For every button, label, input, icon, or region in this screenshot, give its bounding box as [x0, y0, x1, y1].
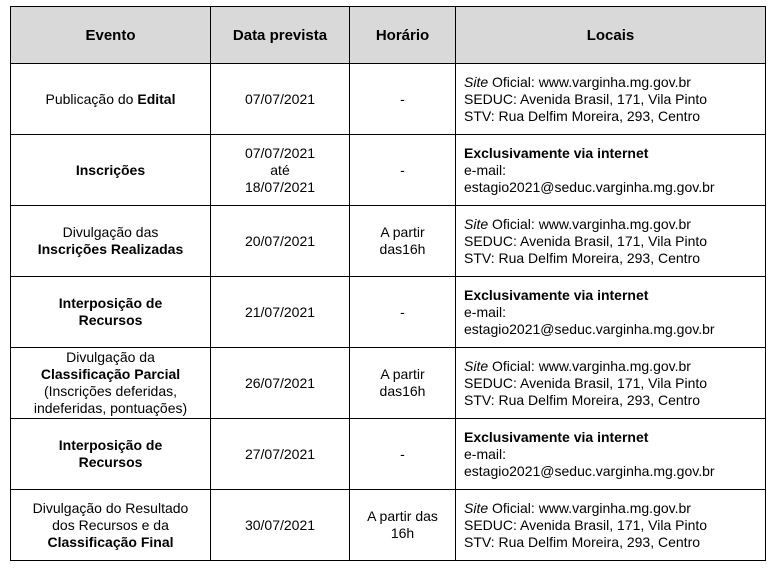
evento-text: Divulgação da	[66, 349, 155, 365]
cell-data-prevista	[211, 135, 350, 206]
site-label: Site	[464, 215, 489, 232]
evento-line	[19, 312, 202, 329]
cell-evento	[11, 277, 211, 348]
cell-horario	[350, 277, 456, 348]
email-address: estagio2021@seduc.varginha.mg.gov.br	[464, 462, 715, 479]
cell-data-prevista	[211, 490, 350, 561]
cell-data-prevista	[211, 348, 350, 419]
evento-line	[19, 383, 202, 400]
evento-text: indeferidas, pontuações)	[33, 400, 188, 416]
table-row	[11, 419, 766, 490]
locais-line: STV: Rua Delfim Moreira, 293, Centro	[464, 249, 701, 266]
table-row	[11, 206, 766, 277]
email-address: estagio2021@seduc.varginha.mg.gov.br	[464, 320, 715, 337]
evento-line	[19, 366, 202, 383]
horario-text: -	[400, 445, 405, 462]
cell-data-prevista	[211, 277, 350, 348]
site-label: Site	[464, 357, 489, 374]
date-text: 26/07/2021	[244, 374, 316, 391]
evento-line	[19, 500, 202, 517]
evento-text: Divulgação das	[62, 224, 159, 240]
evento-line	[19, 400, 202, 417]
cell-horario	[350, 64, 456, 135]
evento-text: dos Recursos e da	[52, 516, 169, 533]
horario-text: A partir das	[367, 508, 438, 524]
locais-line	[464, 216, 757, 233]
header-data-prevista: Data prevista	[211, 7, 350, 64]
email-address: estagio2021@seduc.varginha.mg.gov.br	[464, 178, 715, 195]
cell-data-prevista	[211, 419, 350, 490]
evento-line	[19, 91, 202, 108]
cell-evento	[11, 348, 211, 419]
cell-evento	[11, 206, 211, 277]
cell-evento	[11, 490, 211, 561]
date-text: 07/07/2021	[244, 90, 316, 107]
site-url-text: Oficial: www.varginha.mg.gov.br	[488, 73, 691, 90]
header-locais: Locais	[456, 7, 766, 64]
evento-text: Publicação do	[45, 90, 138, 107]
locais-line: SEDUC: Avenida Brasil, 171, Vila Pinto	[464, 232, 708, 249]
table-row	[11, 348, 766, 419]
locais-line: STV: Rua Delfim Moreira, 293, Centro	[464, 533, 701, 550]
cell-locais	[456, 348, 766, 419]
date-text: 21/07/2021	[244, 303, 316, 320]
evento-text: Edital	[137, 90, 176, 107]
cell-locais	[456, 206, 766, 277]
locais-line	[464, 500, 757, 517]
email-label: e-mail:	[464, 303, 507, 320]
evento-line	[19, 162, 202, 179]
evento-line	[19, 517, 202, 534]
internet-only-label: Exclusivamente via internet	[464, 144, 649, 161]
site-label: Site	[464, 73, 489, 90]
evento-text: Inscrições Realizadas	[37, 241, 184, 257]
evento-text: Interposição de	[58, 437, 163, 453]
cell-evento	[11, 419, 211, 490]
cell-locais	[456, 419, 766, 490]
internet-only-label: Exclusivamente via internet	[464, 428, 649, 445]
header-horario: Horário	[350, 7, 456, 64]
evento-line	[19, 349, 202, 366]
table-row	[11, 64, 766, 135]
site-url-text: Oficial: www.varginha.mg.gov.br	[488, 499, 691, 516]
header-row	[11, 7, 766, 64]
date-text: 20/07/2021	[244, 232, 316, 249]
date-text: até	[270, 161, 290, 178]
evento-line	[19, 224, 202, 241]
evento-text: Classificação Parcial	[40, 366, 181, 382]
evento-line	[19, 437, 202, 454]
horario-text: A partir	[380, 366, 425, 382]
evento-text: Divulgação do Resultado	[32, 499, 189, 516]
table-row	[11, 277, 766, 348]
horario-text: das16h	[379, 241, 426, 257]
evento-text: Interposição de	[58, 295, 163, 311]
cell-locais	[456, 277, 766, 348]
cell-horario	[350, 348, 456, 419]
evento-text: Classificação Final	[47, 533, 174, 550]
horario-text: -	[400, 161, 405, 178]
schedule-body	[11, 64, 766, 561]
table-row	[11, 135, 766, 206]
evento-text: (Inscrições deferidas,	[43, 383, 178, 399]
date-text: 07/07/2021	[244, 144, 316, 161]
horario-text: 16h	[390, 525, 415, 541]
cell-horario	[350, 135, 456, 206]
evento-line	[19, 454, 202, 471]
horario-text: -	[400, 90, 405, 107]
date-text: 18/07/2021	[244, 178, 316, 195]
date-text: 30/07/2021	[244, 516, 316, 533]
evento-text: Recursos	[78, 312, 143, 328]
horario-text: A partir	[380, 224, 425, 240]
cell-evento	[11, 135, 211, 206]
cell-locais	[456, 490, 766, 561]
locais-line: STV: Rua Delfim Moreira, 293, Centro	[464, 391, 701, 408]
table-row	[11, 490, 766, 561]
locais-line: STV: Rua Delfim Moreira, 293, Centro	[464, 107, 701, 124]
evento-line	[19, 534, 202, 551]
evento-line	[19, 295, 202, 312]
site-label: Site	[464, 499, 489, 516]
internet-only-label: Exclusivamente via internet	[464, 286, 649, 303]
evento-text: Recursos	[78, 454, 143, 470]
cell-locais	[456, 64, 766, 135]
site-url-text: Oficial: www.varginha.mg.gov.br	[488, 357, 691, 374]
evento-text: Inscrições	[75, 161, 146, 178]
locais-line: SEDUC: Avenida Brasil, 171, Vila Pinto	[464, 516, 708, 533]
cell-horario	[350, 419, 456, 490]
evento-line	[19, 241, 202, 258]
locais-line: SEDUC: Avenida Brasil, 171, Vila Pinto	[464, 90, 708, 107]
locais-line: SEDUC: Avenida Brasil, 171, Vila Pinto	[464, 374, 708, 391]
header-evento: Evento	[11, 7, 211, 64]
cell-horario	[350, 490, 456, 561]
date-text: 27/07/2021	[244, 445, 316, 462]
locais-line	[464, 74, 757, 91]
email-label: e-mail:	[464, 445, 507, 462]
cell-data-prevista	[211, 206, 350, 277]
cell-evento	[11, 64, 211, 135]
cell-data-prevista	[211, 64, 350, 135]
schedule-table	[10, 6, 766, 561]
cell-locais	[456, 135, 766, 206]
site-url-text: Oficial: www.varginha.mg.gov.br	[488, 215, 691, 232]
horario-text: das16h	[379, 383, 426, 399]
cell-horario	[350, 206, 456, 277]
horario-text: -	[400, 303, 405, 320]
email-label: e-mail:	[464, 161, 507, 178]
locais-line	[464, 358, 757, 375]
